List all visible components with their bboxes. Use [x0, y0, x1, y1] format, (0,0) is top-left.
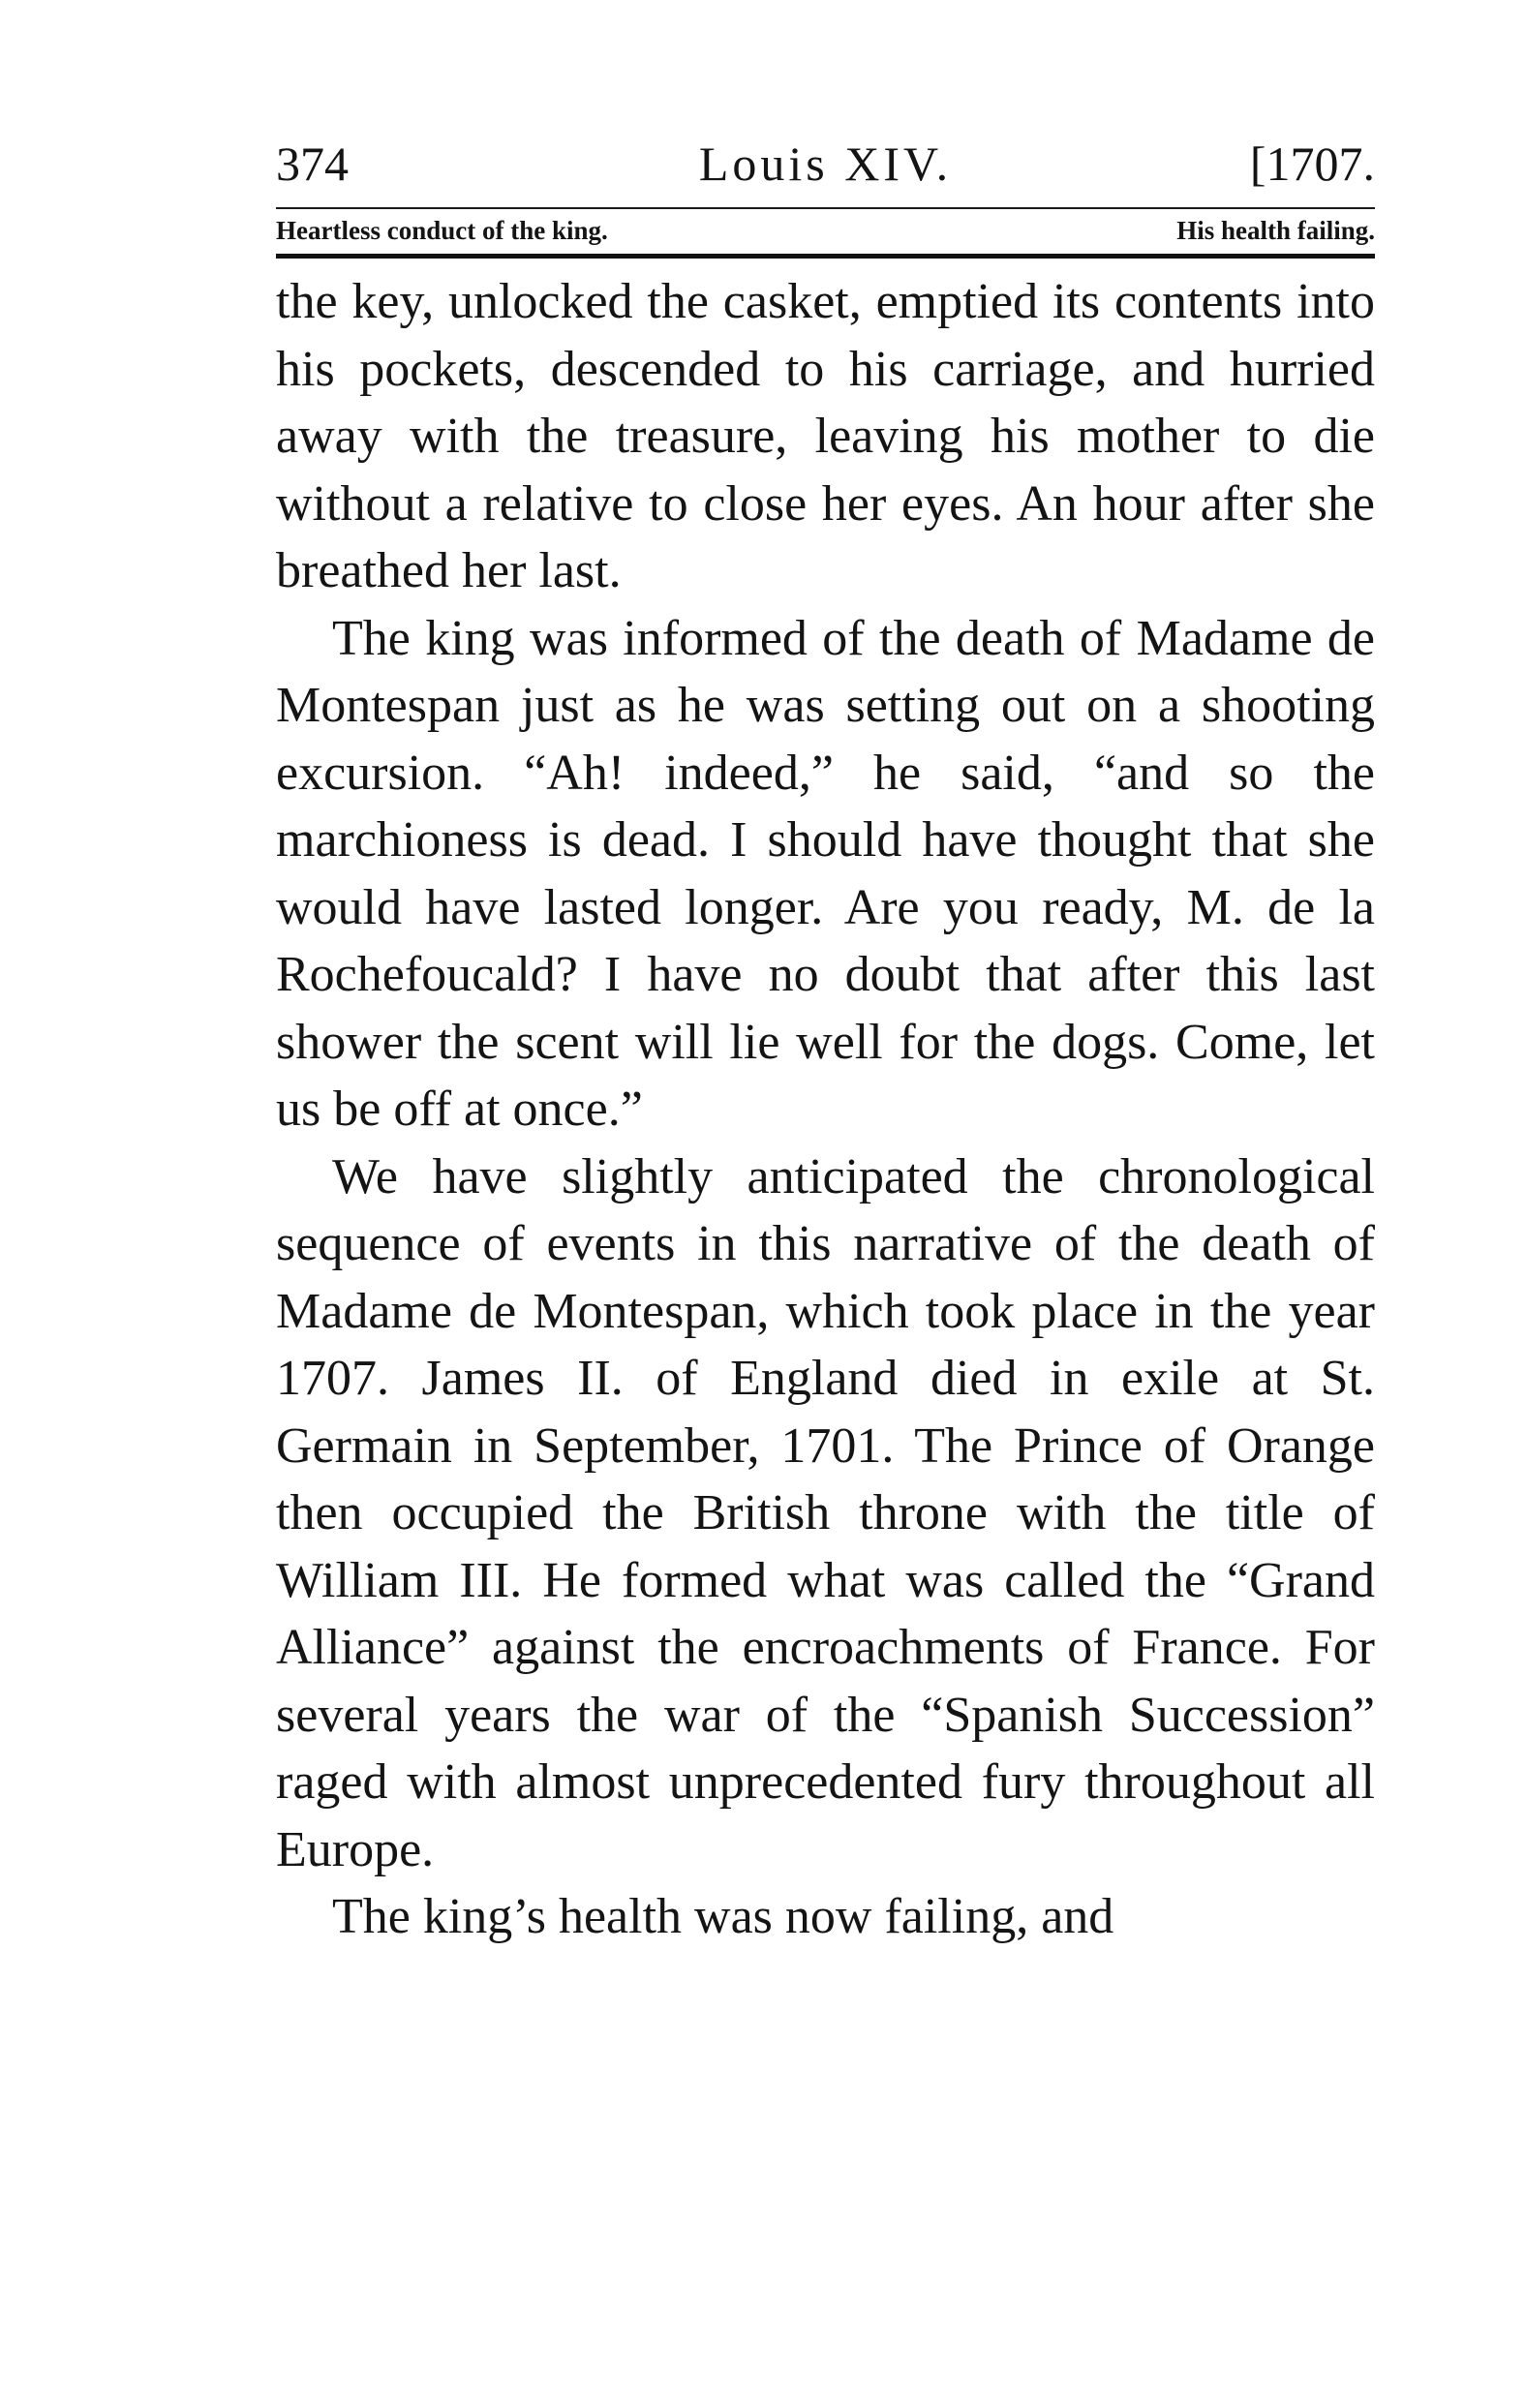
sidenote-right: His health failing. [1176, 216, 1375, 245]
paragraph: The king was informed of the death of Madame de Montespan just as he was setting out on a shooting excursion. “Ah! indeed,” he said, “and so the marchioness is dead. I should have thought that she would have lasted longer. Are you ready, M. de la Rochefoucald? I have no doubt that after this last shower the scent will lie well for the dogs. Come, let us be off at once.” [276, 610, 1375, 1137]
running-year: [1707. [1249, 137, 1375, 191]
paragraph: The king’s health was now failing, and [332, 1889, 1114, 1944]
sidenote-left: Heartless conduct of the king. [276, 216, 608, 245]
page-number: 374 [276, 137, 349, 191]
paragraph-continued: the key, unlocked the casket, emptied its contents into his pockets, descended to his carriage, and hurried away with the treasure, leaving his mother to die without a relative to close her eyes. An hour after she breathed her last. [276, 274, 1375, 598]
running-head [276, 126, 1375, 201]
marginal-notes [276, 209, 1375, 252]
running-title: Louis XIV. [698, 137, 953, 191]
sidenote-rule [276, 254, 1375, 259]
book-page [276, 126, 1375, 1951]
body-text [276, 268, 1375, 1951]
paragraph: We have slightly anticipated the chronological sequence of events in this narrative of the death of Madame de Montespan, which took place in the year 1707. James II. of England died in exile at St. Germain in September, 1701. The Prince of Orange then occupied the British throne with the title of William III. He formed what was called the “Grand Alliance” against the encroachments of France. For several years the war of the “Spanish Succession” raged with almost unprecedented fury throughout all Europe. [276, 1148, 1375, 1877]
